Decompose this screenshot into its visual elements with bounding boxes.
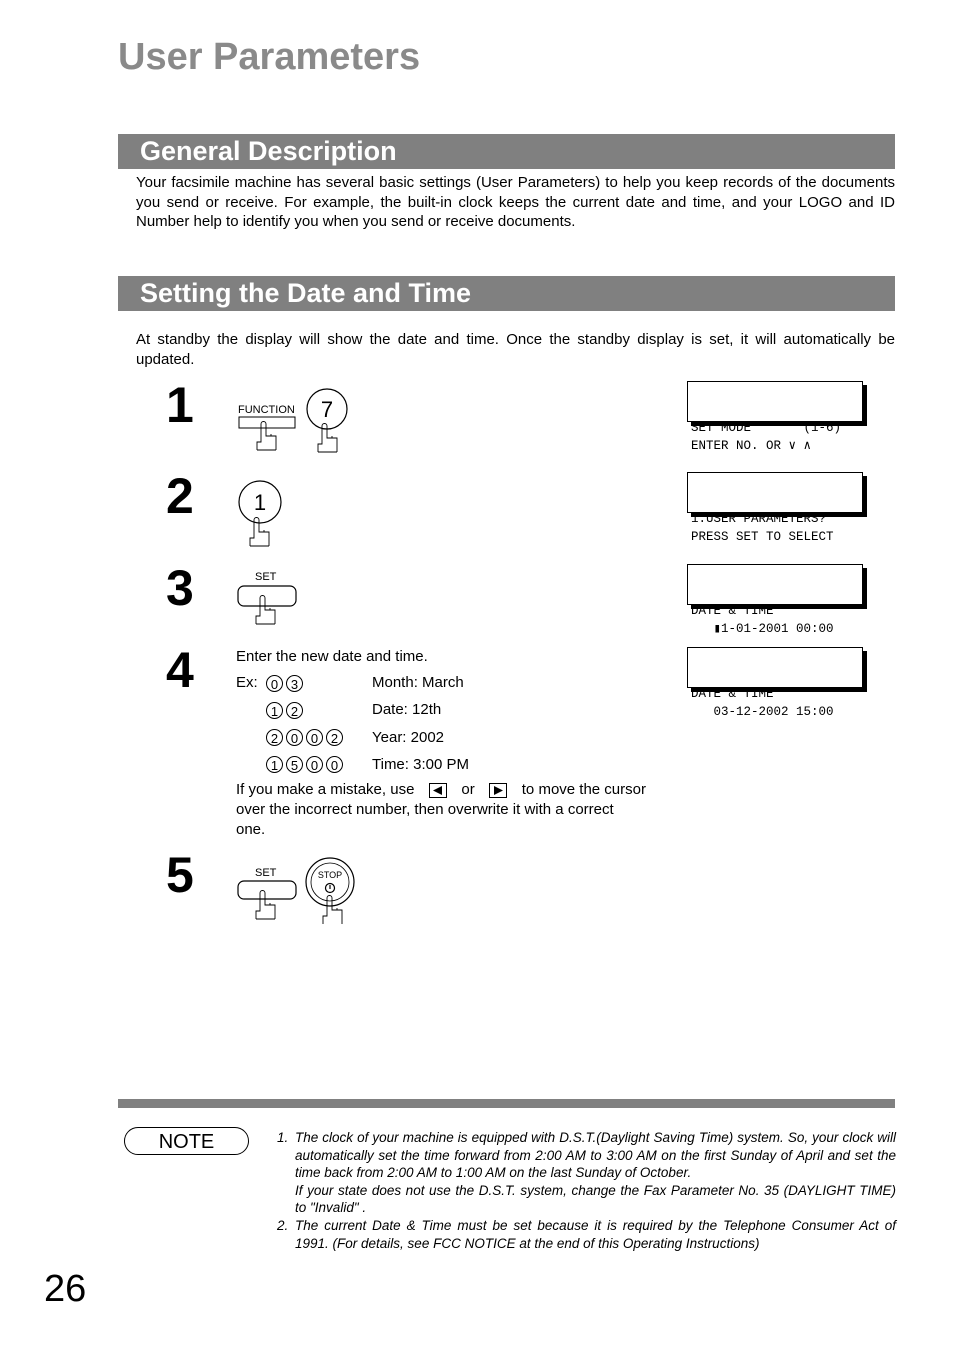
key-7-label: 7 <box>320 397 334 422</box>
example-desc-time: Time: 3:00 PM <box>372 756 469 773</box>
example-keys-month <box>266 675 306 694</box>
step-number-3: 3 <box>166 560 194 616</box>
set-key-label: SET <box>255 571 277 583</box>
digit-key: 3 <box>286 675 303 692</box>
example-label: Ex: <box>236 674 258 691</box>
section-heading-general: General Description <box>118 134 895 169</box>
note-item-1: 1. The clock of your machine is equipped with D.S.T.(Daylight Saving Time) system. So, your clock will automatically set the time forward from 2:00 AM to 3:00 AM on the first Sunday of April and set the time back from 2:00 AM to 1:00 AM on the last Sunday of October. If your state does not use the D.S.T. system, change the Fax Parameter No. 35 (DAYLIGHT TIME) to "Invalid" . <box>277 1130 896 1215</box>
function-key-label: FUNCTION <box>238 404 295 416</box>
key-1-label: 1 <box>253 490 267 515</box>
example-keys-year <box>266 729 346 748</box>
set-key-label-step-5: SET <box>255 867 277 879</box>
digit-key: 1 <box>266 756 283 773</box>
datetime-intro-text: At standby the display will show the date and time. Once the standby display is set, it will automatically be updated. <box>136 331 895 368</box>
note-divider <box>118 1099 895 1108</box>
digit-key: 1 <box>266 702 283 719</box>
general-description-text: Your facsimile machine has several basic settings (User Parameters) to help you keep records of the documents you send or receive. For example, the built-in clock keeps the current date and time, and your LOGO and ID Number help to identify you when you send or receive documents. <box>136 174 895 230</box>
section-heading-datetime: Setting the Date and Time <box>118 276 895 311</box>
stop-key-icon <box>304 856 358 926</box>
page-number: 26 <box>44 1268 87 1310</box>
lcd-display-step-1: SET MODE (1-6) ENTER NO. OR ∨ ∧ <box>687 381 863 422</box>
step-4-instruction: Enter the new date and time. <box>236 648 428 665</box>
digit-key: 5 <box>286 756 303 773</box>
key-1-icon <box>236 478 296 548</box>
digit-key: 2 <box>266 729 283 746</box>
note-item-2: 2. The current Date & Time must be set because it is required by the Telephone Consumer Act of 1991. (For details, see FCC NOTICE at the end of this Operating Instructions) <box>277 1218 896 1251</box>
digit-key: 0 <box>306 756 323 773</box>
digit-key: 0 <box>266 675 283 692</box>
step-number-2: 2 <box>166 468 194 524</box>
step-number-5: 5 <box>166 847 194 903</box>
set-key-icon <box>236 584 300 630</box>
lcd-display-step-2: 1:USER PARAMETERS? PRESS SET TO SELECT <box>687 472 863 513</box>
left-arrow-key-icon <box>429 783 447 798</box>
digit-key: 0 <box>306 729 323 746</box>
step-number-4: 4 <box>166 642 194 698</box>
lcd-display-step-4: DATE & TIME 03-12-2002 15:00 <box>687 647 863 688</box>
function-and-7-keys-icon <box>236 384 356 456</box>
example-keys-date <box>266 702 306 721</box>
example-keys-time <box>266 756 346 775</box>
mistake-instruction: If you make a mistake, use or to move the cursor over the incorrect number, then overwrite it with a correct one. <box>236 781 646 838</box>
right-arrow-key-icon <box>489 783 507 798</box>
example-desc-month: Month: March <box>372 674 464 691</box>
digit-key: 2 <box>286 702 303 719</box>
digit-key: 0 <box>326 756 343 773</box>
stop-key-label: STOP <box>317 870 343 880</box>
page-title: User Parameters <box>118 36 421 78</box>
lcd-display-step-3: DATE & TIME ▮1-01-2001 00:00 <box>687 564 863 605</box>
digit-key: 2 <box>326 729 343 746</box>
step-number-1: 1 <box>166 377 194 433</box>
digit-key: 0 <box>286 729 303 746</box>
set-key-icon-step-5 <box>236 879 300 925</box>
example-desc-date: Date: 12th <box>372 701 442 718</box>
example-desc-year: Year: 2002 <box>372 729 445 746</box>
note-label: NOTE <box>124 1127 249 1155</box>
